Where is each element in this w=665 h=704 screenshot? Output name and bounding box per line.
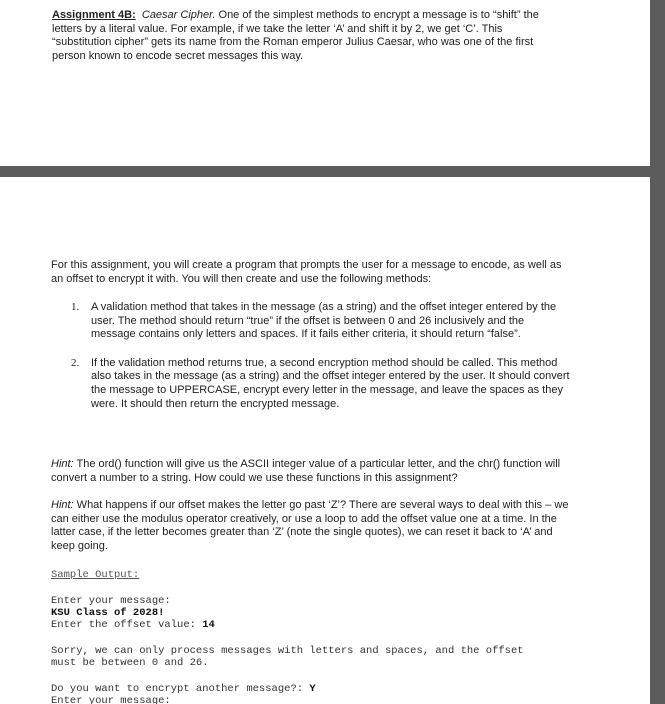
sample-input-offset: 14	[202, 619, 215, 631]
assignment-intro-text: One of the simplest methods to encrypt a message is to “shift” the letters by a literal value. For example, if we take the letter ‘A’ and shift it by 2, we get ‘C’. This “substitution cipher” gets its name from the Roman emperor Julius Caesar, who was one of the first person known to encode secret messages this way.	[52, 9, 539, 62]
sample-output-label: Sample Output:	[51, 569, 140, 581]
sample-prompt-again: Do you want to encrypt another message?:	[51, 683, 310, 695]
hint-text: The ord() function will give us the ASCII integer value of a particular letter, and the chr() function will convert a number to a string. How could we use these functions in this assignment?	[51, 458, 561, 484]
assignment-name: Caesar Cipher.	[141, 9, 216, 21]
hint-paragraph-2	[51, 499, 573, 553]
list-item	[51, 301, 571, 342]
hint-label: Hint:	[51, 499, 74, 511]
list-item-number: 1.	[71, 301, 80, 313]
viewer-right-edge	[650, 0, 665, 704]
sample-input-again: Y	[309, 683, 316, 695]
hint-text: What happens if our offset makes the letter go past ‘Z’? There are several ways to deal with this – we can either use the modulus operator creatively, or use a loop to add the offset value one at a time. In the latter case, if the letter becomes greater than ‘Z’ (note the single quotes), we can reset it back to ‘A’ and keep going.	[51, 499, 569, 552]
document-page-2	[0, 177, 650, 704]
assignment-title: Assignment 4B:	[52, 9, 136, 21]
sample-prompt-message-2: Enter your message:	[51, 695, 171, 704]
methods-list	[51, 301, 571, 426]
sample-prompt-message: Enter your message:	[51, 595, 171, 607]
overview-paragraph: For this assignment, you will create a program that prompts the user for a message to encode, as well as an offset to encrypt it with. You will then create and use the following methods:	[51, 259, 562, 285]
list-item	[51, 357, 571, 411]
list-item-number: 2.	[71, 356, 80, 369]
sample-error-line-1: Sorry, we can only process messages with letters and spaces, and the offset	[51, 645, 524, 657]
hint-paragraph-1	[51, 458, 573, 485]
sample-again-line	[51, 683, 316, 695]
sample-input-message-line	[51, 607, 164, 619]
document-page-1	[0, 0, 650, 166]
assignment-intro	[52, 9, 564, 63]
page-gap	[0, 166, 665, 177]
hint-label: Hint:	[51, 458, 74, 470]
sample-error-line-2: must be between 0 and 26.	[51, 657, 209, 669]
sample-prompt-offset: Enter the offset value:	[51, 619, 203, 631]
list-item-text: A validation method that takes in the message (as a string) and the offset integer entered by the user. The method should return “true” if the offset is between 0 and 26 inclusively and the message contains only letters and spaces. If it fails either criteria, it should return “false”.	[91, 301, 557, 341]
sample-input-message: KSU Class of 2028!	[51, 607, 165, 619]
sample-offset-line	[51, 619, 215, 631]
list-item-text: If the validation method returns true, a second encryption method should be called. This method also takes in the message (as a string) and the offset integer entered by the user. It should convert the message to UPPERCASE, encrypt every letter in the message, and leave the spaces as they were. It should then return the encrypted message.	[91, 356, 570, 410]
